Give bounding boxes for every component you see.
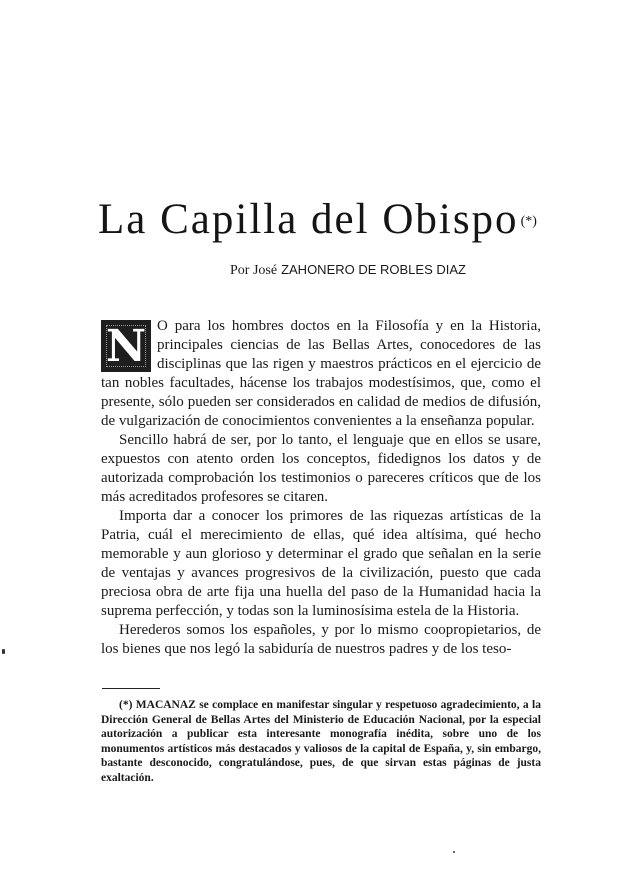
footnote-text: (*) MACANAZ se complace en manifestar singular y respetuoso agradecimiento, a la Dirección General de Bellas Artes del Ministerio de Educación Nacional, por la especial autorización a publicar esta interesante monografía inédita, sobre uno de los monumentos artísticos más destacados y valiosos de la capital de España, y, sin embargo, bastante desconocido, congratulándose, pues, de que sirvan estas páginas de justa exaltación. [101,699,541,784]
paragraph-4: Herederos somos los españoles, y por lo mismo coopropietarios, de los bienes que nos legó la sabiduría de nuestros padres y de los teso- [101,622,541,657]
byline-prefix: Por José [230,263,278,278]
dropcap-letter: N [105,320,147,372]
byline [230,262,466,279]
article-title-block [98,195,537,245]
paragraph-1: O para los hombres doctos en la Filosofía y en la Historia, principales ciencias de las Bellas Artes, conocedores de las disciplinas que las rigen y maestros prácticos en el ejercicio de tan nobles facultades, hácense los trabajos modestísimos, que, como el presente, sólo pueden ser considerados en calidad de medios de difusión, de vulgarización de conocimientos convenientes a la enseñanza popular. [101,318,541,429]
ornamental-initial-icon [101,320,151,372]
article-title: La Capilla del Obispo [98,196,519,243]
footnote-divider [102,688,160,689]
title-footnote-mark: (*) [520,214,537,229]
article-body [101,317,541,659]
scan-speck [2,649,5,654]
footnote [101,698,541,785]
author-name: ZAHONERO DE ROBLES DIAZ [281,262,466,277]
paragraph-3: Importa dar a conocer los primores de las riquezas artísticas de la Patria, cuál el merecimiento de ellas, qué idea altísima, qué hecho memorable y aun glorioso y determinar el grado que señalan en la serie de ventajas y avances progresivos de la civilización, puesto que cada preciosa obra de arte fija una huella del paso de la Humanidad hacia la suprema perfección, y todas son la luminosísima estela de la Historia. [101,508,541,619]
scan-speck [453,851,455,853]
paragraph-2: Sencillo habrá de ser, por lo tanto, el lenguaje que en ellos se usare, expuestos con atento orden los conceptos, fidedignos los datos y de autorizada comprobación los testimonios o pareceres críticos que de los más acreditados profesores se citaren. [101,432,541,505]
